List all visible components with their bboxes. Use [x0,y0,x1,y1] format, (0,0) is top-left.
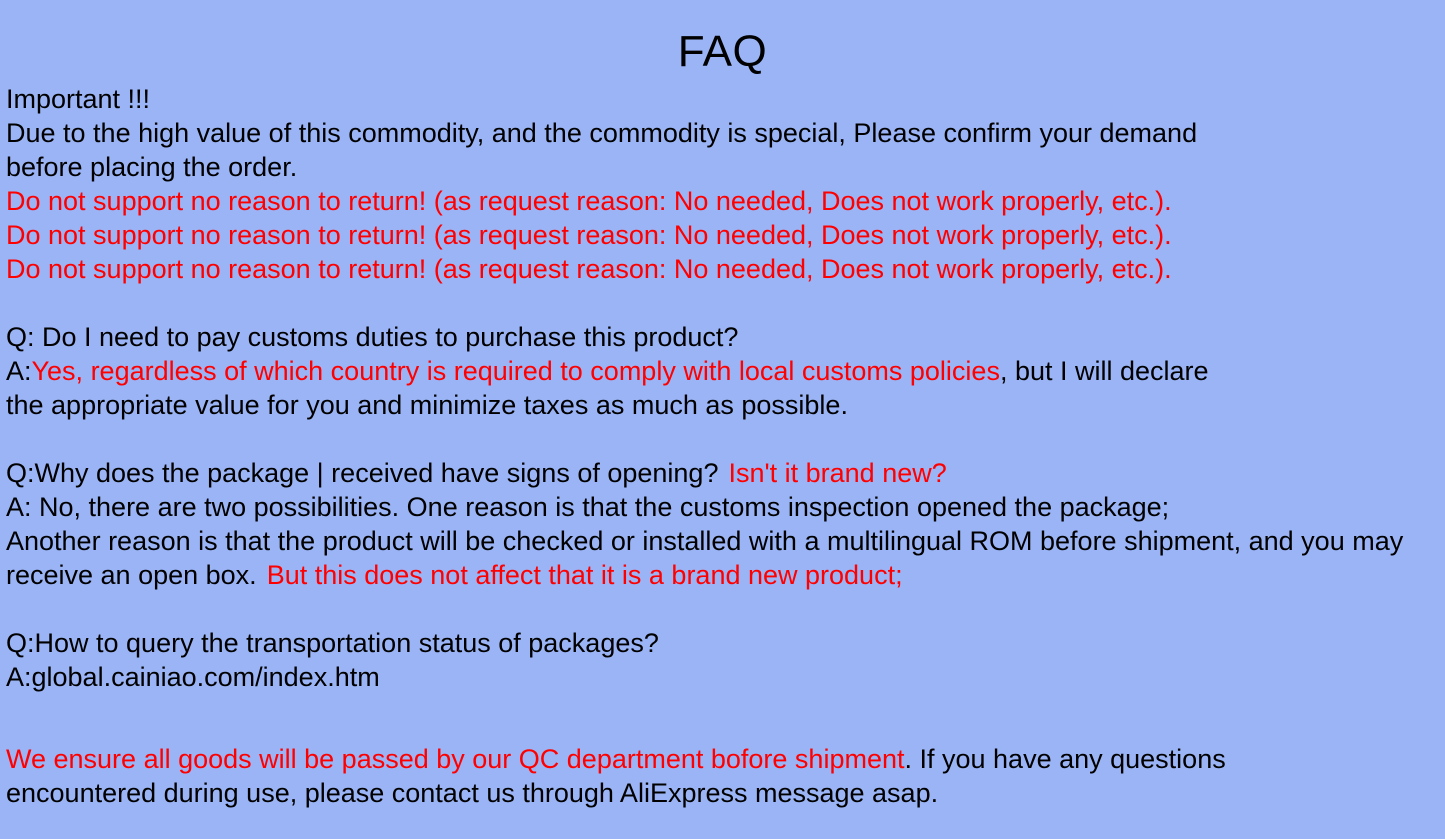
footer-rest: . If you have any questions [904,744,1226,774]
faq-page [0,26,1445,839]
answer-opened-line-3-text: receive an open box. [6,560,257,590]
intro-line-3: before placing the order. [6,152,298,182]
question-opened-package-text: Q:Why does the package | received have signs of opening? [6,458,719,488]
answer-customs-line-1 [6,354,1439,388]
answer-opened-line-1: A: No, there are two possibilities. One reason is that the customs inspection opened the package; [6,492,1170,522]
return-warning-3: Do not support no reason to return! (as request reason: No needed, Does not work properly, etc.). [6,254,1172,284]
spacer-3 [6,592,1439,626]
answer-opened-line-3-highlight: But this does not affect that it is a brand new product; [266,560,903,590]
intro-line-1: Important !!! [6,84,151,114]
intro-line-2: Due to the high value of this commodity, and the commodity is special, Please confirm your demand [6,118,1198,148]
answer-customs-prefix: A: [6,356,32,386]
footer-line-2: encountered during use, please contact us through AliExpress message asap. [6,778,939,808]
answer-customs-highlight: Yes, regardless of which country is required to comply with local customs policies [31,356,1000,386]
spacer-1 [6,286,1439,320]
answer-customs-rest: , but I will declare [999,356,1209,386]
spacer-5 [6,728,1439,742]
page-title: FAQ [677,27,768,76]
question-opened-package-highlight: Isn't it brand new? [728,458,947,488]
answer-opened-line-2: Another reason is that the product will be checked or installed with a multilingual ROM before shipment, and you may [6,526,1404,556]
answer-opened-line-3 [6,558,1439,592]
faq-body [6,82,1439,810]
spacer-2 [6,422,1439,456]
question-tracking: Q:How to query the transportation status of packages? [6,628,659,658]
return-warning-1: Do not support no reason to return! (as request reason: No needed, Does not work properly, etc.). [6,186,1172,216]
footer-highlight: We ensure all goods will be passed by our QC department bofore shipment [6,744,905,774]
question-customs: Q: Do I need to pay customs duties to purchase this product? [6,322,739,352]
footer-line-1 [6,742,1439,776]
return-warning-2: Do not support no reason to return! (as request reason: No needed, Does not work properly, etc.). [6,220,1172,250]
answer-customs-line-2: the appropriate value for you and minimize taxes as much as possible. [6,390,848,420]
spacer-4 [6,694,1439,728]
answer-tracking: A:global.cainiao.com/index.htm [6,662,380,692]
question-opened-package [6,456,1439,490]
